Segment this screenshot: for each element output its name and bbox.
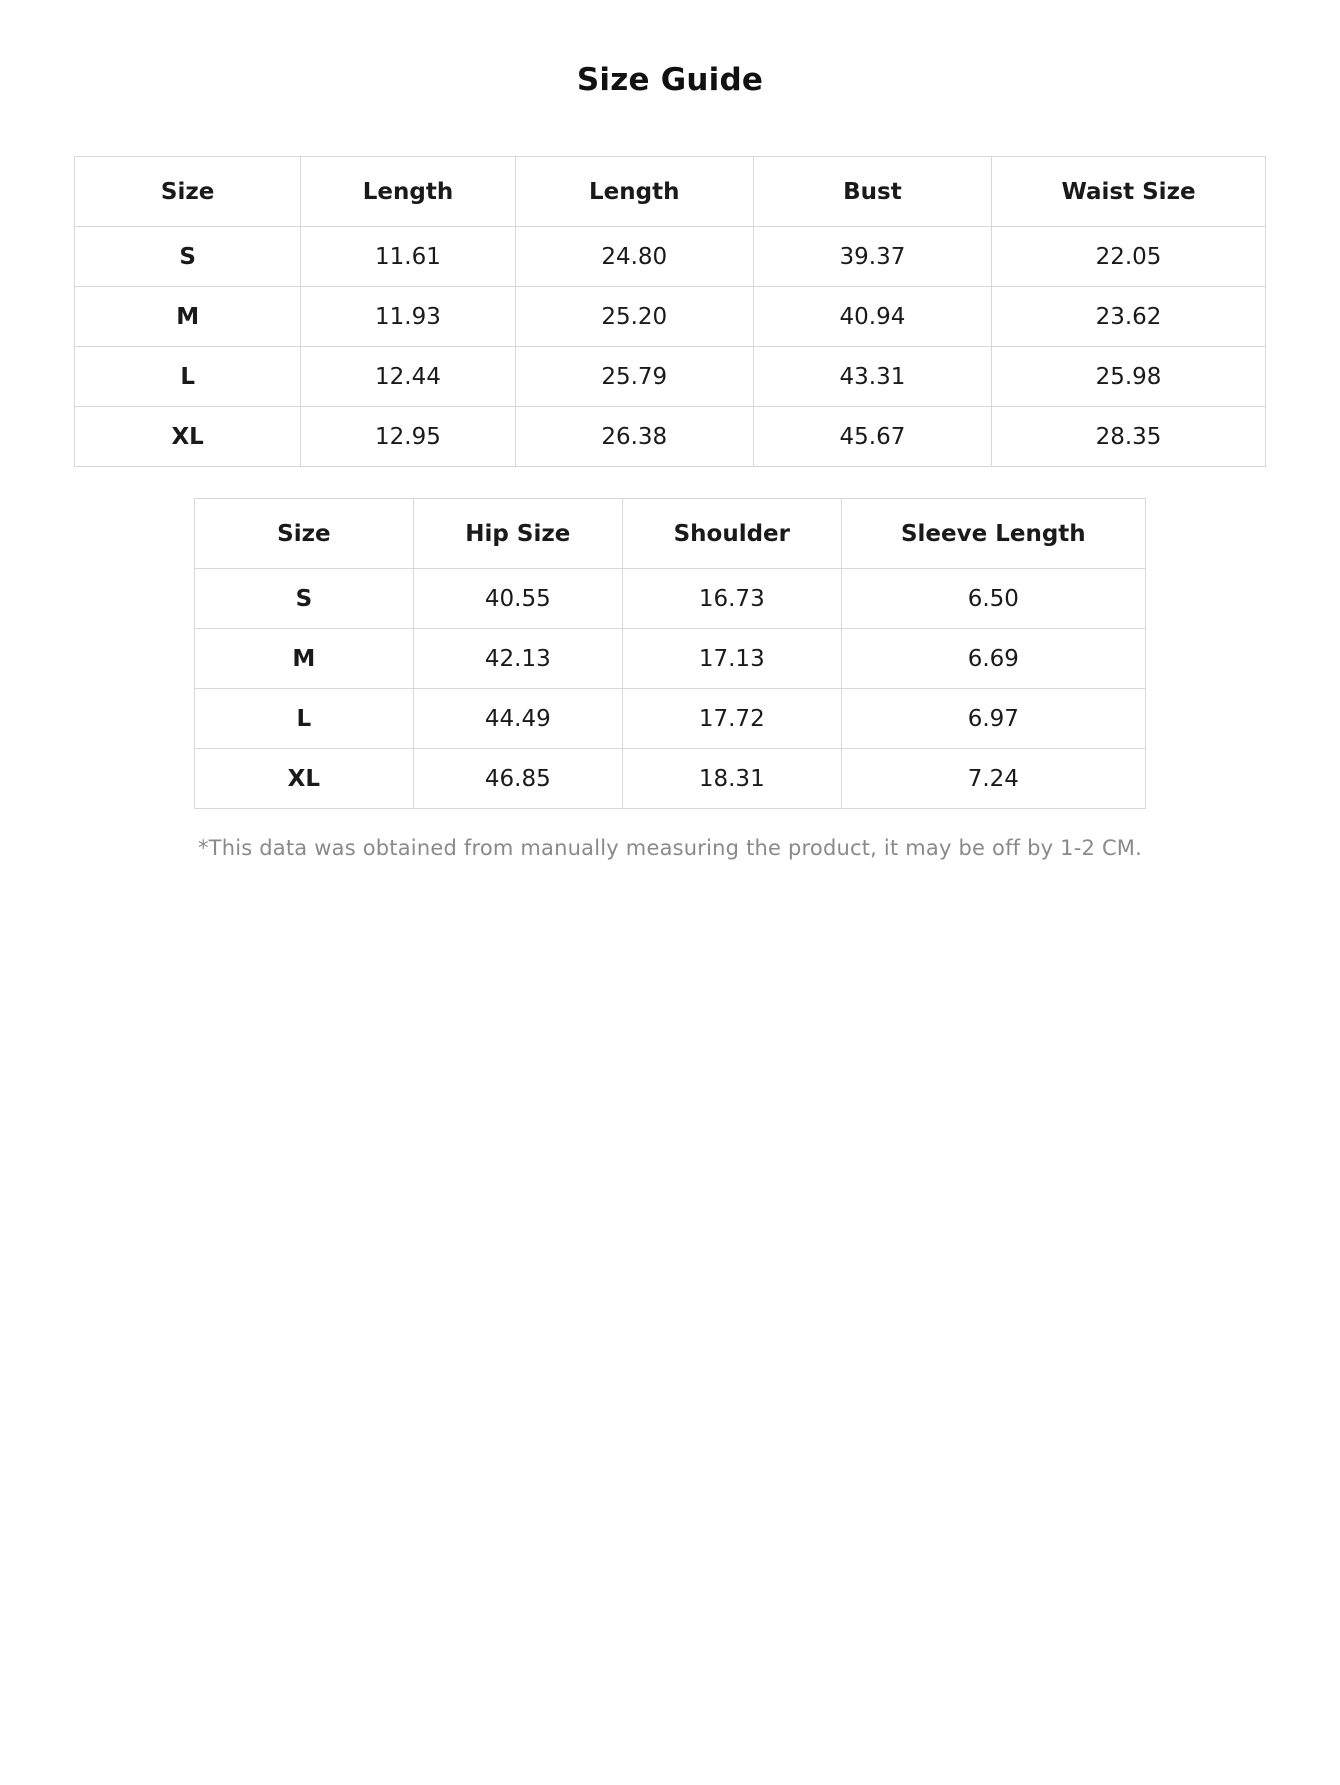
cell-length-1: 12.95	[301, 407, 515, 467]
cell-bust: 45.67	[753, 407, 991, 467]
cell-length-1: 11.61	[301, 227, 515, 287]
cell-sleeve: 6.97	[841, 689, 1145, 749]
table-row	[75, 287, 1266, 347]
cell-waist: 22.05	[992, 227, 1266, 287]
cell-hip: 44.49	[413, 689, 622, 749]
table-row	[75, 407, 1266, 467]
table-header	[195, 499, 1146, 569]
table-row	[195, 569, 1146, 629]
column-header-length-2: Length	[515, 157, 753, 227]
cell-length-2: 25.79	[515, 347, 753, 407]
cell-bust: 39.37	[753, 227, 991, 287]
cell-sleeve: 6.50	[841, 569, 1145, 629]
column-header-shoulder: Shoulder	[622, 499, 841, 569]
table-row	[75, 347, 1266, 407]
measurement-disclaimer: *This data was obtained from manually measuring the product, it may be off by 1-2 CM.	[197, 836, 1142, 860]
table-row	[195, 689, 1146, 749]
column-header-sleeve-length: Sleeve Length	[841, 499, 1145, 569]
table-row	[195, 749, 1146, 809]
cell-length-1: 12.44	[301, 347, 515, 407]
secondary-measurements-table-wrapper	[194, 467, 1146, 809]
table-body	[195, 569, 1146, 809]
cell-bust: 43.31	[753, 347, 991, 407]
cell-shoulder: 16.73	[622, 569, 841, 629]
primary-measurements-table-wrapper	[74, 98, 1266, 467]
cell-size: L	[195, 689, 414, 749]
table-header-row	[195, 499, 1146, 569]
table-header	[75, 157, 1266, 227]
cell-size: M	[75, 287, 301, 347]
column-header-waist-size: Waist Size	[992, 157, 1266, 227]
cell-size: L	[75, 347, 301, 407]
page-title: Size Guide	[576, 62, 764, 98]
table-row	[75, 227, 1266, 287]
cell-size: M	[195, 629, 414, 689]
cell-size: S	[75, 227, 301, 287]
cell-waist: 23.62	[992, 287, 1266, 347]
cell-sleeve: 6.69	[841, 629, 1145, 689]
table-row	[195, 629, 1146, 689]
secondary-measurements-table	[194, 498, 1146, 809]
column-header-hip-size: Hip Size	[413, 499, 622, 569]
cell-length-1: 11.93	[301, 287, 515, 347]
cell-shoulder: 18.31	[622, 749, 841, 809]
column-header-bust: Bust	[753, 157, 991, 227]
cell-size: XL	[75, 407, 301, 467]
table-body	[75, 227, 1266, 467]
cell-bust: 40.94	[753, 287, 991, 347]
cell-length-2: 24.80	[515, 227, 753, 287]
cell-length-2: 26.38	[515, 407, 753, 467]
cell-shoulder: 17.13	[622, 629, 841, 689]
cell-size: S	[195, 569, 414, 629]
column-header-size: Size	[195, 499, 414, 569]
primary-measurements-table	[74, 156, 1266, 467]
column-header-size: Size	[75, 157, 301, 227]
cell-waist: 25.98	[992, 347, 1266, 407]
cell-length-2: 25.20	[515, 287, 753, 347]
cell-shoulder: 17.72	[622, 689, 841, 749]
cell-hip: 40.55	[413, 569, 622, 629]
cell-hip: 42.13	[413, 629, 622, 689]
cell-hip: 46.85	[413, 749, 622, 809]
cell-waist: 28.35	[992, 407, 1266, 467]
cell-sleeve: 7.24	[841, 749, 1145, 809]
table-header-row	[75, 157, 1266, 227]
column-header-length-1: Length	[301, 157, 515, 227]
cell-size: XL	[195, 749, 414, 809]
